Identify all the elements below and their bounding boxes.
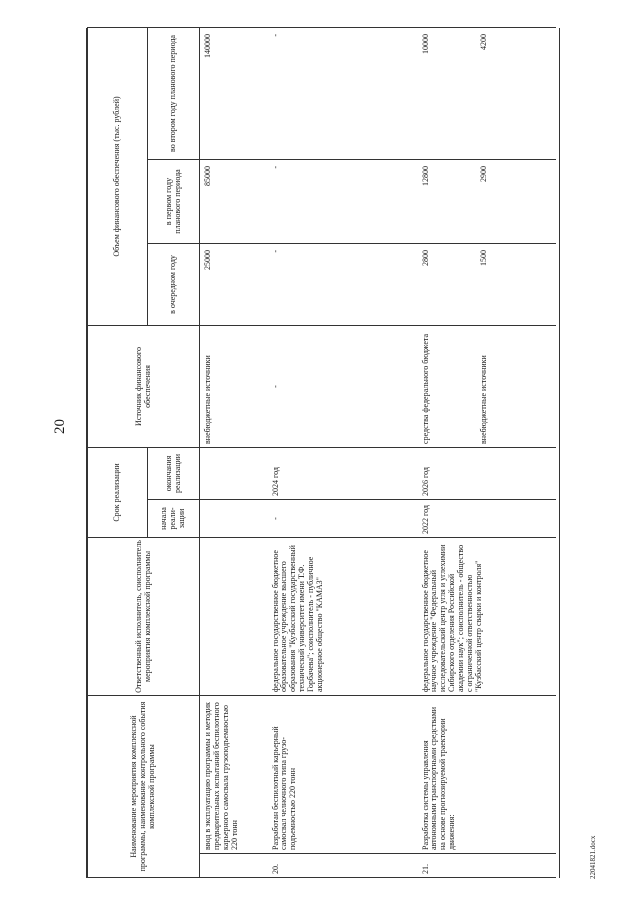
- row-name: ввод в эксплуатацию программы и методик предварительных испытаний беспилотного карьерного самосвала грузоподъемностью 220 тонн: [200, 696, 268, 854]
- page-number: 20: [52, 419, 68, 434]
- row-executor: федеральное государственное бюджетное образовательное учреждение высшего образования "Кузбасский государственный технический университет имени Т.Ф. Горбачева"; соисполнитель - публичное акционерное общество "КАМАЗ": [268, 538, 418, 696]
- source-extrabudgetary: внебюджетные источники: [479, 355, 489, 444]
- row-executor: [200, 538, 268, 696]
- row-executor: федеральное государственное бюджетное научное учреждение "Федеральный исследовательский центр угля и углехимии Сибирского отделения Российской академии наук"; соисполнитель - общество с ограниченной ответственностью "Кузбасский центр сварки и контроля": [418, 538, 556, 696]
- value-extrabudgetary: 4200: [479, 33, 489, 50]
- source-federal-budget: средства федерального бюджета: [420, 333, 430, 444]
- row-end: 2024 год: [268, 447, 418, 499]
- row-start: [200, 500, 268, 538]
- row-end: [200, 447, 268, 499]
- header-start: начала реали-зации: [148, 500, 200, 538]
- row-source: -: [268, 325, 418, 447]
- row-year-plan-2: -: [268, 27, 418, 159]
- row-name: Разработан беспилотный карьерный самосвал челночного типа грузо-подъемностью 220 тонн: [268, 696, 418, 854]
- row-name: Разработка системы управления автономными транспортными средствами на основе прогнозируемой траектории движения:: [418, 696, 556, 854]
- program-table: [87, 27, 556, 878]
- value-federal-budget: 12800: [420, 165, 430, 186]
- header-executor: Ответственный исполнитель, соисполнитель мероприятия комплексной программы: [88, 538, 200, 696]
- row-year-current: [418, 243, 556, 325]
- table-row: [418, 27, 556, 877]
- row-start: 2022 год: [418, 500, 556, 538]
- table-header: [88, 27, 200, 877]
- value-federal-budget: 10000: [420, 33, 430, 54]
- header-year-plan-1: в первом году планового периода: [148, 159, 200, 243]
- value-extrabudgetary: 2900: [479, 165, 489, 182]
- header-year-plan-2: во втором году планового периода: [148, 27, 200, 159]
- table-row: [200, 27, 268, 877]
- table-body: [200, 27, 556, 877]
- header-source: Источник финансового обеспечения: [88, 325, 200, 447]
- header-volume: Объем финансового обеспечения (тыс. рублей): [88, 27, 148, 325]
- row-number: 20.: [268, 854, 418, 878]
- document-code: 22041821.docx: [589, 835, 597, 879]
- row-year-plan-1: 85000: [200, 159, 268, 243]
- row-year-plan-1: -: [268, 159, 418, 243]
- row-number: [200, 854, 268, 878]
- row-year-current: -: [268, 243, 418, 325]
- header-name: Наименование мероприятия комплексной программы, наименование контрольного события комплексной программы: [88, 696, 200, 878]
- value-federal-budget: 2800: [420, 249, 430, 266]
- row-start: -: [268, 500, 418, 538]
- header-year-current: в очередном году: [148, 243, 200, 325]
- row-source: внебюджетные источники: [200, 325, 268, 447]
- header-period: Срок реализации: [88, 447, 148, 537]
- header-end: окончания реализации: [148, 447, 200, 499]
- rotated-table-container: [87, 28, 559, 878]
- table-row: [268, 27, 418, 877]
- value-extrabudgetary: 1500: [479, 249, 489, 266]
- table-frame: [86, 28, 560, 878]
- row-number: 21.: [418, 854, 556, 878]
- row-year-plan-1: [418, 159, 556, 243]
- row-end: 2026 год: [418, 447, 556, 499]
- row-year-plan-2: 140000: [200, 27, 268, 159]
- row-year-plan-2: [418, 27, 556, 159]
- row-year-current: 25000: [200, 243, 268, 325]
- row-source: [418, 325, 556, 447]
